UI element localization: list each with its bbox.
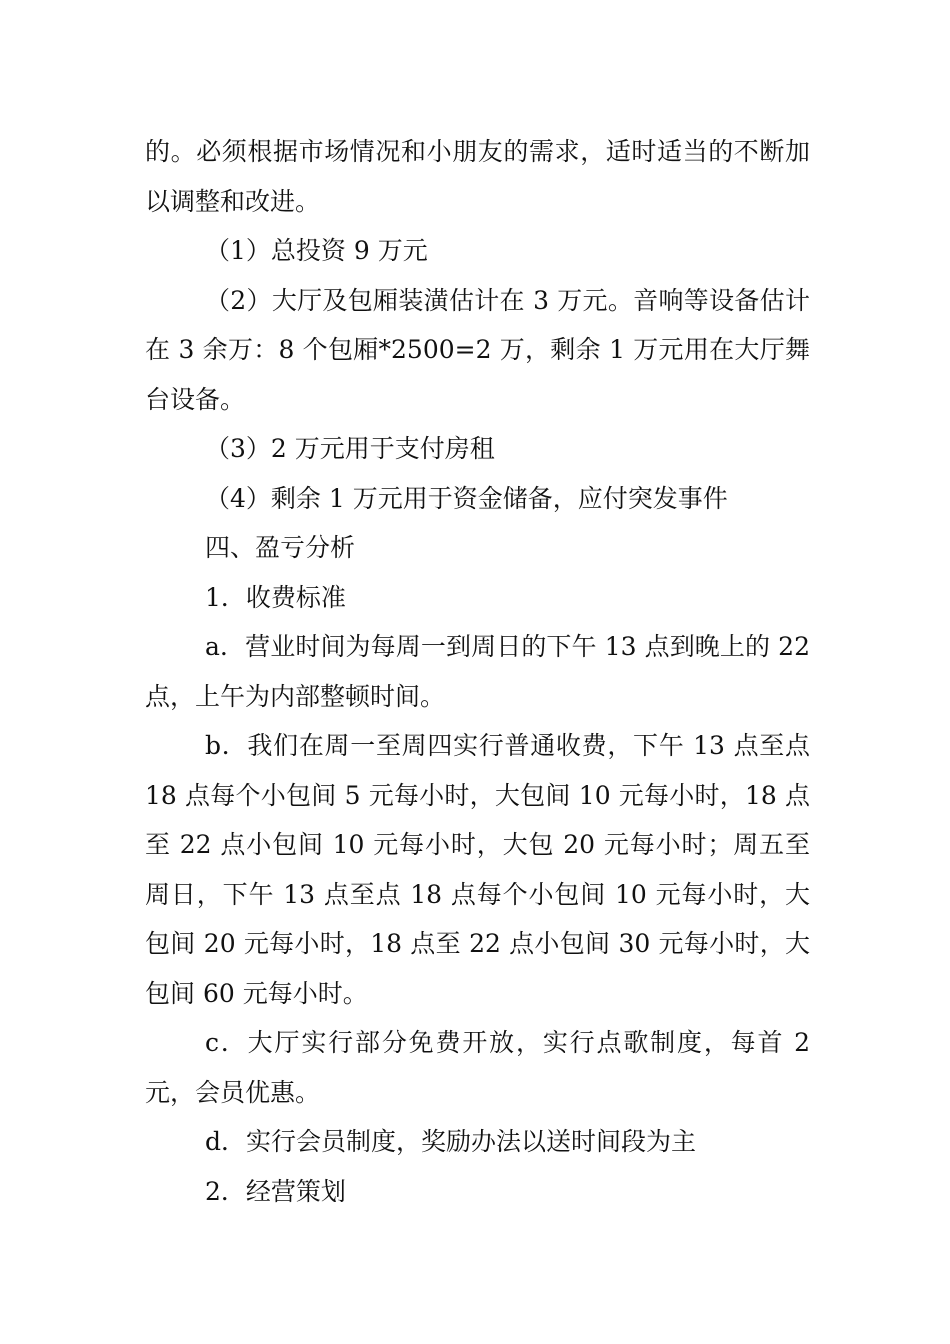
paragraph-membership: d．实行会员制度，奖励办法以送时间段为主	[205, 1127, 697, 1156]
paragraph-rent: （3）2 万元用于支付房租	[205, 434, 495, 463]
document-page	[145, 127, 810, 1216]
subheading-pricing: 1．收费标准	[205, 582, 346, 612]
paragraph-total-investment: （1）总投资 9 万元	[205, 236, 428, 265]
paragraph-hall-policy: c．大厅实行部分免费开放，实行点歌制度，每首 2 元，会员优惠。	[145, 1028, 810, 1107]
paragraph-business-hours: a．营业时间为每周一到周日的下午 13 点到晚上的 22 点，上午为内部整顿时间。	[145, 632, 810, 711]
paragraph-continuation: 的。必须根据市场情况和小朋友的需求，适时适当的不断加以调整和改进。	[145, 137, 810, 216]
subheading-business-planning: 2．经营策划	[205, 1176, 346, 1206]
paragraph-reserve: （4）剩余 1 万元用于资金储备，应付突发事件	[205, 483, 728, 513]
paragraph-decoration-equipment: （2）大厅及包厢装潢估计在 3 万元。音响等设备估计在 3 余万：8 个包厢*2500=2 万，剩余 1 万元用在大厅舞台设备。	[145, 285, 810, 414]
paragraph-pricing-details: b．我们在周一至周四实行普通收费，下午 13 点至点 18 点每个小包间 5 元每小时，大包间 10 元每小时，18 点至 22 点小包间 10 元每小时，大包 20 元每小时；周五至周日，下午 13 点至点 18 点每个小包间 10 元每小时，大包间 20 元每小时，18 点至 22 点小包间 30 元每小时，大包间 60 元每小时。	[145, 731, 810, 1008]
section-heading-profit-loss: 四、盈亏分析	[205, 533, 356, 562]
